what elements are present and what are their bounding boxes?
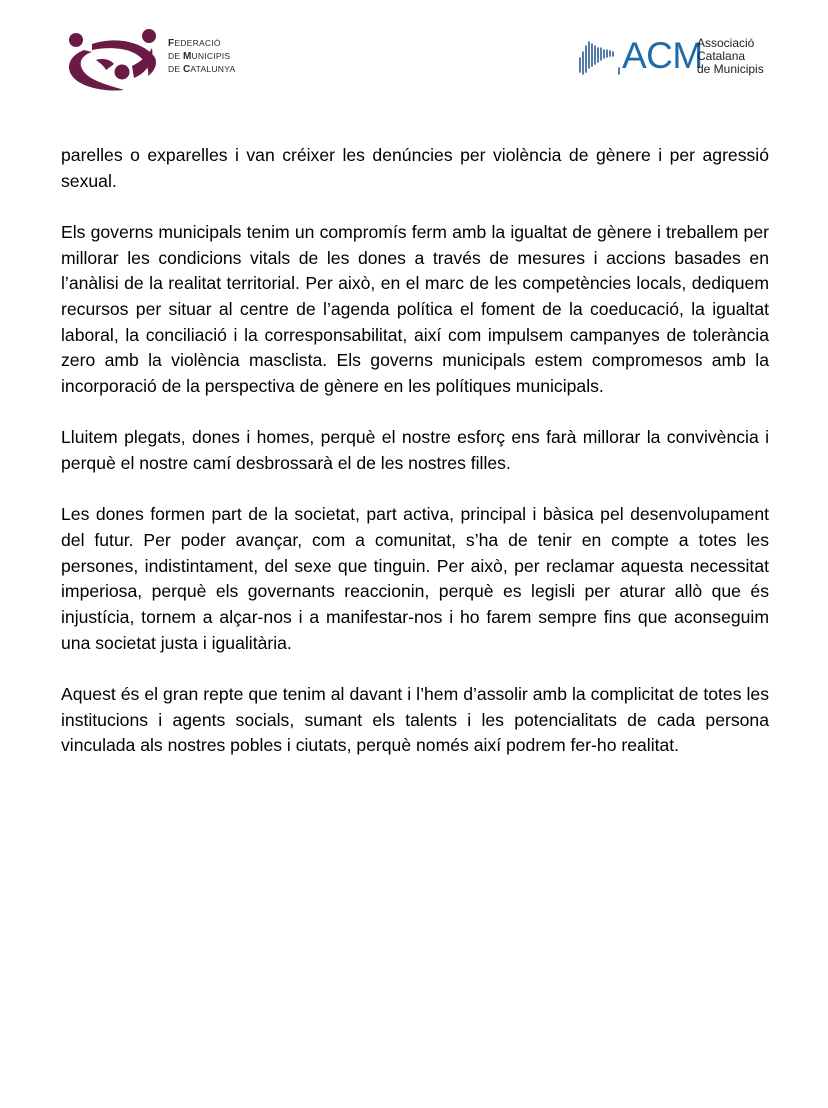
paragraph: Les dones formen part de la societat, part activa, principal i bàsica pel desenvolupament del futur. Per poder avançar, com a comunitat, s’ha de tenir en compte a totes les persones, indistintament, del sexe que tinguin. Per això, per reclamar aquesta necessitat imperiosa, perquè els governants reaccionin, perquè es legisli per aturar allò que és injustícia, tornem a alçar-nos i a manifestar-nos i ho farem sempre fins que aconseguim una societat justa i igualitària.: [61, 504, 769, 653]
acm-wordmark: ACM: [622, 35, 703, 76]
fmc-line-3: [168, 63, 235, 76]
fmc-prefix: DE: [168, 64, 183, 74]
fmc-logo-icon: [62, 26, 162, 94]
fmc-initial: M: [182, 51, 192, 62]
fmc-text: ATALUNYA: [190, 64, 236, 74]
fmc-initial: C: [182, 64, 191, 75]
fmc-prefix: DE: [168, 51, 183, 61]
page-header: [0, 0, 828, 110]
acm-name-line: Catalana: [697, 49, 746, 63]
paragraph: Lluitem plegats, dones i homes, perquè el nostre esforç ens farà millorar la convivència i perquè el nostre camí desbrossarà el de les nostres filles.: [61, 427, 769, 474]
acm-full-name: [697, 37, 764, 76]
acm-name-line: de Municipis: [697, 62, 764, 76]
fmc-text: EDERACIÓ: [174, 38, 221, 48]
paragraph: parelles o exparelles i van créixer les denúncies per violència de gènere i per agressió sexual.: [61, 145, 769, 191]
fmc-text: UNICIPIS: [191, 51, 231, 61]
fmc-wordmark: [168, 37, 235, 76]
paragraph: Els governs municipals tenim un compromís ferm amb la igualtat de gènere i treballem per millorar les condicions vitals de les dones a través de mesures i accions basades en l’anàlisi de la realitat territorial. Per això, en el marc de les competències locals, dediquem recursos per situar al centre de l’agenda política el foment de la coeducació, la igualtat laboral, la conciliació i la corresponsabilitat, així com impulsem campanyes de tolerància zero amb la violència masclista. Els governs municipals estem compromesos amb la incorporació de la perspectiva de gènere en les polítiques municipals.: [61, 221, 769, 397]
acm-name-line: Associació: [697, 36, 755, 50]
fmc-initial: F: [168, 38, 175, 49]
document-body: [61, 143, 769, 785]
paragraph: Aquest és el gran repte que tenim al davant i l’hem d’assolir amb la complicitat de totes les institucions i agents socials, sumant els talents i les potencialitats de cada persona vinculada als nostres pobles i ciutats, perquè només així podrem fer-ho realitat.: [61, 683, 769, 756]
acm-wave-icon: [577, 38, 621, 78]
fmc-line-1: [168, 37, 235, 50]
fmc-line-2: [168, 50, 235, 63]
